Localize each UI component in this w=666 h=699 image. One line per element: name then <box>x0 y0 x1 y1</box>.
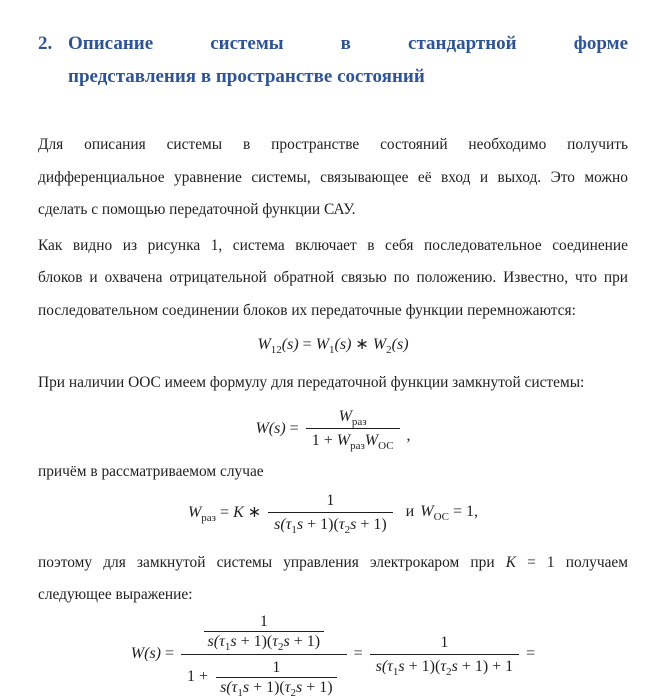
section-title <box>68 27 628 93</box>
combined-result-fraction <box>370 633 520 679</box>
combined-big-numerator <box>181 612 347 655</box>
formula-series-transfer <box>38 328 628 361</box>
inline-gain-equation: K = 1 <box>505 553 555 571</box>
paragraph-conclusion-line-1 <box>38 547 628 580</box>
section-heading <box>38 27 628 93</box>
paragraph-intro-line-3: сделать с помощью передаточной функции САУ. <box>38 201 356 219</box>
combined-lhs: W(s) = <box>130 645 175 663</box>
paragraph-conclusion <box>38 547 628 612</box>
open-loop-conjunction: и <box>405 503 415 521</box>
paragraph-series-line-3: последовательном соединении блоков их передаточные функции перемножаются: <box>38 301 576 319</box>
inner-top-denominator: $s(\tau_1s + 1)(\tau_2s + 1)$ <box>207 632 321 654</box>
result-denominator: $s(\tau_1s + 1)(\tau_2s + 1) + 1$ <box>375 657 514 679</box>
formula-closed-loop <box>38 407 628 453</box>
inner-bottom-denominator: $s(\tau_1s + 1)(\tau_2s + 1)$ <box>220 678 333 699</box>
paragraph-intro <box>38 129 628 227</box>
combined-equals-middle: = <box>353 645 363 663</box>
paragraph-intro-line-1: Для описания системы в пространстве состояний необходимо получить <box>38 136 628 153</box>
open-loop-denominator: $s(\tau_1s + 1)(\tau_2s + 1)$ <box>274 515 387 536</box>
section-title-line-2: представления в пространстве состояний <box>68 66 425 87</box>
paragraph-series-line-1: Как видно из рисунка 1, система включает в себя последовательное соединение <box>38 236 628 254</box>
paragraph-case-line-1: причём в рассматриваемом случае <box>38 463 264 481</box>
formula-series-expression: $W_{12}(s) = W_1(s)$ ∗ $W_2(s)$ <box>257 335 409 356</box>
open-loop-numerator: 1 <box>268 491 393 513</box>
feedback-value: $W_{ОС} = 1$, <box>420 503 479 524</box>
closed-loop-comma: , <box>406 426 411 444</box>
open-loop-fraction <box>268 491 393 534</box>
section-number: 2. <box>38 33 53 54</box>
result-numerator: 1 <box>370 633 520 655</box>
paragraph-series-connection <box>38 230 628 328</box>
combined-equals-trailing: = <box>526 645 536 663</box>
formula-open-loop <box>38 491 628 534</box>
formula-open-loop-row <box>188 491 478 534</box>
inner-bottom-numerator: 1 <box>216 659 337 678</box>
combined-big-fraction <box>181 612 347 697</box>
closed-loop-fraction <box>306 407 400 453</box>
conclusion-text-after: получаем <box>565 553 628 571</box>
formula-closed-loop-row <box>255 407 411 453</box>
closed-loop-denominator: $1 + W_{раз}W_{ОС}$ <box>311 432 394 453</box>
paragraph-feedback-line-1: При наличии ООС имеем формулу для передаточной функции замкнутой системы: <box>38 373 585 391</box>
paragraph-series-line-2: блоков и охвачена отрицательной обратной связью по положению. Известно, что при <box>38 269 628 287</box>
closed-loop-numerator: $W_{раз}$ <box>306 407 400 429</box>
conclusion-text-before: поэтому для замкнутой системы управления электрокаром при <box>38 553 495 571</box>
combined-inner-fraction-top <box>204 612 325 654</box>
paragraph-feedback <box>38 367 628 400</box>
section-title-line-1: Описание системы в стандартной форме <box>68 33 628 54</box>
big-denominator-prefix: 1 + <box>187 668 209 686</box>
paragraph-case <box>38 456 628 489</box>
formula-combined-row <box>131 612 535 697</box>
paragraph-intro-line-2: дифференциальное уравнение системы, связывающее её вход и выход. Это можно <box>38 168 628 186</box>
paragraph-conclusion-line-2: следующее выражение: <box>38 586 193 604</box>
combined-big-denominator <box>181 655 347 697</box>
inner-top-numerator: 1 <box>204 613 325 632</box>
combined-inner-fraction-bottom <box>216 658 337 699</box>
formula-combined <box>38 612 628 697</box>
closed-loop-lhs: W(s) = <box>255 419 299 437</box>
open-loop-lhs: $W_{раз} = K$ ∗ <box>187 504 262 525</box>
